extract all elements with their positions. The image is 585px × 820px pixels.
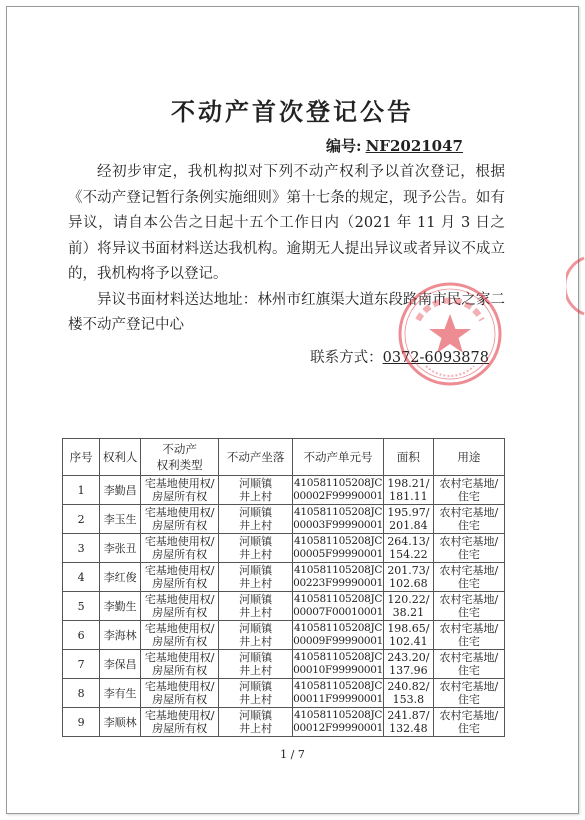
cell-area-line1: 198.65/ [387,622,430,635]
cell-no [63,708,100,737]
cell-right-type-line2: 房屋所有权 [152,693,208,706]
cell-unit-no-line1: 410581105208JC [293,593,383,605]
serial-number [326,135,463,156]
cell-area-line1: 201.73/ [387,564,430,577]
cell-location [219,476,293,505]
cell-owner [100,505,141,534]
cell-no-line1: 5 [77,599,85,613]
header-no: 序号 [63,439,100,476]
cell-area [384,592,434,621]
cell-location-line2: 井上村 [239,635,273,648]
cell-right-type [141,592,219,621]
cell-location [219,505,293,534]
cell-area-line1: 264.13/ [387,535,430,548]
cell-no [63,650,100,679]
header-right-type-line2: 权利类型 [156,458,203,472]
cell-owner-line1: 李有生 [103,686,137,700]
cell-owner-line1: 李勤生 [103,599,137,613]
cell-no [63,534,100,563]
cell-location [219,621,293,650]
cell-area-line1: 241.87/ [387,709,430,722]
cell-unit-no-line2: 00012F99990001 [293,722,384,734]
cell-usage-line1: 农村宅基地/ [439,680,499,693]
cell-location-line2: 井上村 [239,693,273,706]
cell-usage [433,679,504,708]
cell-area-line1: 198.21/ [387,477,430,490]
cell-no [63,476,100,505]
table-header-row [63,439,505,476]
cell-owner [100,650,141,679]
table-row [63,505,505,534]
cell-location [219,534,293,563]
official-seal-icon [396,280,504,388]
table-row [63,679,505,708]
cell-right-type [141,679,219,708]
cell-area-line1: 243.20/ [387,651,430,664]
cell-location-line2: 井上村 [239,722,273,735]
cell-usage [433,505,504,534]
cell-unit-no-line1: 410581105208JC [293,506,383,518]
table-row [63,650,505,679]
cell-area [384,505,434,534]
cell-right-type-line2: 房屋所有权 [152,722,208,735]
cell-owner [100,679,141,708]
cell-right-type-line1: 宅基地使用权/ [144,564,215,577]
page-indicator: 1 / 7 [280,748,305,761]
cell-usage-line2: 住宅 [457,490,480,503]
header-usage: 用途 [433,439,504,476]
cell-usage-line2: 住宅 [457,664,480,677]
cell-right-type-line2: 房屋所有权 [152,548,208,561]
cell-right-type [141,505,219,534]
cell-right-type-line1: 宅基地使用权/ [144,680,215,693]
table-row [63,621,505,650]
cell-right-type [141,650,219,679]
cell-usage [433,563,504,592]
cell-area [384,534,434,563]
cell-area-line2: 201.84 [389,519,428,532]
table-row [63,708,505,737]
cell-unit-no-line2: 00003F99990001 [293,519,384,531]
cell-location [219,679,293,708]
cell-usage-line2: 住宅 [457,577,480,590]
cell-no-line1: 9 [77,715,85,729]
cell-unit-no [293,476,384,505]
cell-location-line1: 河顺镇 [239,593,273,606]
cell-area [384,476,434,505]
cell-area-line2: 38.21 [392,606,425,619]
cell-unit-no-line1: 410581105208JC [293,622,383,634]
cell-usage-line1: 农村宅基地/ [439,506,499,519]
cell-right-type-line1: 宅基地使用权/ [144,477,215,490]
cell-area-line1: 195.97/ [387,506,430,519]
cell-usage-line2: 住宅 [457,606,480,619]
cell-location-line1: 河顺镇 [239,622,273,635]
cell-usage-line1: 农村宅基地/ [439,651,499,664]
cell-location [219,708,293,737]
cell-location [219,650,293,679]
cell-right-type-line1: 宅基地使用权/ [144,622,215,635]
cell-location-line1: 河顺镇 [239,506,273,519]
cell-location [219,563,293,592]
contact-phone: 0372-6093878 [382,350,489,366]
cell-no-line1: 1 [77,483,85,497]
cell-unit-no [293,534,384,563]
table-row [63,563,505,592]
cell-area-line2: 181.11 [389,490,428,503]
cell-unit-no-line1: 410581105208JC [293,564,383,576]
cell-area-line1: 120.22/ [387,593,430,606]
header-unit-no: 不动产单元号 [293,439,384,476]
cell-right-type [141,563,219,592]
cell-area-line1: 240.82/ [387,680,430,693]
cell-area-line2: 137.96 [389,664,428,677]
cell-owner-line1: 李张丑 [103,541,137,555]
cell-owner [100,592,141,621]
cell-owner-line1: 李勤昌 [103,483,137,497]
cell-location-line2: 井上村 [239,664,273,677]
table-row [63,534,505,563]
cell-area [384,563,434,592]
header-right-type-line1: 不动产 [162,442,197,456]
cell-area-line2: 102.68 [389,577,428,590]
cell-location-line2: 井上村 [239,519,273,532]
cell-no-line1: 4 [77,570,85,584]
cell-usage [433,592,504,621]
cell-right-type-line2: 房屋所有权 [152,664,208,677]
cell-usage-line1: 农村宅基地/ [439,709,499,722]
cell-owner-line1: 李海林 [103,628,137,642]
seal-edge-icon [566,256,585,316]
cell-location-line1: 河顺镇 [239,680,273,693]
cell-unit-no [293,650,384,679]
cell-right-type-line2: 房屋所有权 [152,606,208,619]
cell-unit-no [293,592,384,621]
cell-unit-no [293,563,384,592]
serial-value: NF2021047 [365,137,463,155]
cell-unit-no-line2: 00007F00010001 [293,606,384,618]
cell-area [384,650,434,679]
cell-unit-no [293,708,384,737]
cell-usage-line2: 住宅 [457,548,480,561]
cell-unit-no-line1: 410581105208JC [293,477,383,489]
cell-usage [433,708,504,737]
cell-right-type-line2: 房屋所有权 [152,635,208,648]
cell-right-type [141,534,219,563]
cell-usage-line2: 住宅 [457,693,480,706]
cell-unit-no-line2: 00010F99990001 [293,664,384,676]
cell-right-type-line2: 房屋所有权 [152,519,208,532]
cell-unit-no-line2: 00223F99990001 [293,577,384,589]
cell-area-line2: 153.8 [392,693,425,706]
cell-owner [100,708,141,737]
cell-no [63,563,100,592]
cell-right-type-line1: 宅基地使用权/ [144,535,215,548]
cell-usage [433,650,504,679]
cell-right-type [141,708,219,737]
cell-location-line2: 井上村 [239,490,273,503]
cell-unit-no-line1: 410581105208JC [293,651,383,663]
cell-owner-line1: 李保昌 [103,657,137,671]
contact-label: 联系方式： [310,350,383,366]
cell-unit-no-line2: 00002F99990001 [293,490,384,502]
cell-location-line1: 河顺镇 [239,535,273,548]
cell-right-type-line2: 房屋所有权 [152,577,208,590]
cell-area-line2: 132.48 [389,722,428,735]
cell-right-type-line1: 宅基地使用权/ [144,593,215,606]
cell-usage-line2: 住宅 [457,519,480,532]
cell-owner [100,563,141,592]
cell-usage-line2: 住宅 [457,635,480,648]
header-area: 面积 [384,439,434,476]
cell-owner-line1: 李玉生 [103,512,137,526]
cell-usage-line1: 农村宅基地/ [439,622,499,635]
serial-label: 编号: [326,137,362,155]
cell-owner-line1: 李红俊 [103,570,137,584]
cell-location-line1: 河顺镇 [239,564,273,577]
cell-usage [433,621,504,650]
cell-unit-no-line1: 410581105208JC [293,709,383,721]
cell-no-line1: 3 [77,541,85,555]
cell-no-line1: 7 [77,657,85,671]
cell-usage [433,534,504,563]
cell-right-type [141,621,219,650]
header-location: 不动产坐落 [219,439,293,476]
cell-no [63,592,100,621]
cell-location-line1: 河顺镇 [239,477,273,490]
notice-paragraph-main: 经初步审定，我机构拟对下列不动产权利予以首次登记，根据《不动产登记暂行条例实施细则》第十七条的规定，现予公告。如有异议，请自本公告之日起十五个工作日内（2021 年 11 月 3 日之前）将异议书面材料送达我机构。逾期无人提出异议或者异议不成立的，我机构将予以登记。 [68,164,505,282]
cell-usage-line1: 农村宅基地/ [439,564,499,577]
cell-unit-no-line2: 00011F99990001 [293,693,384,705]
cell-usage [433,476,504,505]
cell-unit-no-line1: 410581105208JC [293,535,383,547]
cell-location-line1: 河顺镇 [239,651,273,664]
cell-location-line2: 井上村 [239,606,273,619]
table-row [63,476,505,505]
records-table [62,438,505,737]
notice-paragraph-address: 异议书面材料送达地址：林州市红旗渠大道东段路南市民之家二楼不动产登记中心 [68,291,505,333]
cell-unit-no [293,505,384,534]
cell-no [63,505,100,534]
cell-no-line1: 6 [77,628,85,642]
cell-right-type [141,476,219,505]
cell-location [219,592,293,621]
cell-usage-line2: 住宅 [457,722,480,735]
cell-owner [100,476,141,505]
cell-right-type-line1: 宅基地使用权/ [144,506,215,519]
cell-area-line2: 154.22 [389,548,428,561]
cell-area [384,621,434,650]
cell-owner [100,621,141,650]
cell-location-line2: 井上村 [239,577,273,590]
cell-owner-line1: 李顺林 [103,715,137,729]
cell-no [63,679,100,708]
cell-usage-line1: 农村宅基地/ [439,593,499,606]
cell-no-line1: 8 [77,686,85,700]
cell-unit-no-line2: 00005F99990001 [293,548,384,560]
cell-right-type-line1: 宅基地使用权/ [144,709,215,722]
cell-unit-no [293,679,384,708]
cell-unit-no [293,621,384,650]
cell-no-line1: 2 [77,512,85,526]
cell-area [384,708,434,737]
cell-no [63,621,100,650]
header-owner: 权利人 [100,439,141,476]
document-title: 不动产首次登记公告 [171,98,414,126]
cell-unit-no-line2: 00009F99990001 [293,635,384,647]
cell-location-line2: 井上村 [239,548,273,561]
cell-right-type-line1: 宅基地使用权/ [144,651,215,664]
cell-owner [100,534,141,563]
cell-usage-line1: 农村宅基地/ [439,535,499,548]
cell-right-type-line2: 房屋所有权 [152,490,208,503]
cell-unit-no-line1: 410581105208JC [293,680,383,692]
table-row [63,592,505,621]
cell-usage-line1: 农村宅基地/ [439,477,499,490]
cell-location-line1: 河顺镇 [239,709,273,722]
cell-area-line2: 102.41 [389,635,428,648]
cell-area [384,679,434,708]
header-right-type [141,439,219,476]
